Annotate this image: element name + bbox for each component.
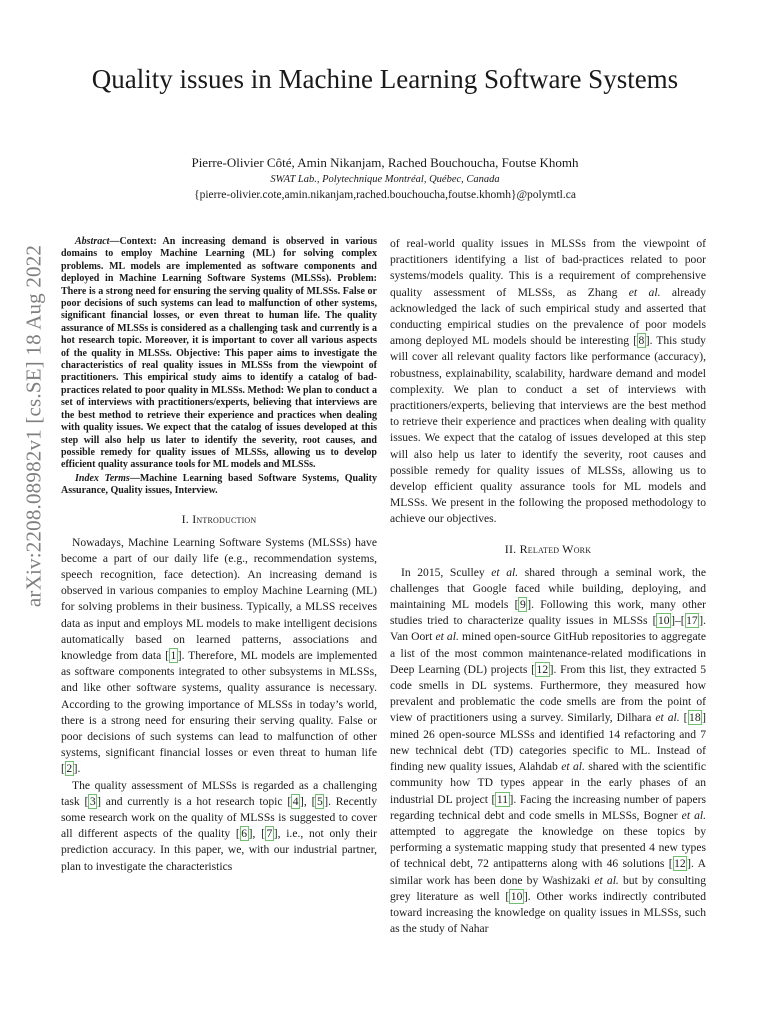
citation-link[interactable]: 9 bbox=[519, 598, 526, 612]
right-column bbox=[390, 236, 706, 937]
author-emails: {pierre-olivier.cote,amin.nikanjam,rached.bouchoucha,foutse.khomh}@polymtl.ca bbox=[194, 189, 576, 201]
citation-link[interactable]: 11 bbox=[496, 792, 509, 806]
abstract bbox=[61, 236, 377, 472]
citation-link[interactable]: 12 bbox=[536, 662, 549, 676]
related-work-paragraph: In 2015, Sculley et al. shared through a seminal work, the challenges that Google faced while building, deploying, and maintaining ML models [ 9 ]. Following this work, many other studies tried to characterize quality issues in MLSSs [ 10 ]–[ 17 ]. Van Oort et al. mined open-source GitHub repositories to aggregate a list of the most common maintenance-related modifications in Deep Learning (DL) projects [ 12 ]. From this list, they extracted 5 code smells in DL systems. Furthermore, they measured how prevalent and problematic the code smells are from the point of view of practitioners using a survey. Similarly, Dilhara et al. [ 18 ] mined 26 open-source MLSSs and identified 14 refactoring and 7 new technical debt (TD) categories specific to ML. Instead of finding new quality issues, Alahdab et al. shared with the scientific community how TD types appear in the early phases of an industrial DL project [ 11 ]. Facing the increasing number of papers regarding technical debt and code smells in MLSSs, Bogner et al. attempted to aggregate the knowledge on these topics by performing a systematic mapping study that presented 4 new types of technical debt, 72 antipatterns along with 46 solutions [ 12 ]. A similar work has been done by Washizaki et al. but by consulting grey literature as well [ 10 ]. Other works indirectly contributed toward increasing the knowledge on quality issues in MLSSs, such as the study of Nahar bbox=[390, 565, 707, 936]
arxiv-stamp: arXiv:2208.08982v1 [cs.SE] 18 Aug 2022 bbox=[21, 244, 46, 608]
abstract-text: —Context: An increasing demand is observed in various domains to employ Machine Learning (ML) for solving complex problems. ML models are implemented as software components and deployed in Machine Learning Software Systems (MLSSs). Problem: There is a strong need for ensuring the serving quality of MLSSs. False or poor decisions of such systems can lead to malfunction of other systems, significant financial losses, or even threat to human life. The quality assurance of MLSSs is considered as a challenging task and currently is a hot research topic. Moreover, it is important to cover all various aspects of the quality in MLSSs. Objective: This paper aims to investigate the characteristics of real quality issues in MLSSs from the viewpoint of practitioners. This empirical study aims to identify a catalog of bad-practices related to poor quality in MLSSs. Method: We plan to conduct a set of interviews with practitioners/experts, believing that interviews are the best method to retrieve their experience and practices when dealing with quality issues. We expect that the catalog of issues developed at this step will also help us later to identify the severity, root causes, and possible remedy for quality issues of MLSSs, allowing us to develop efficient quality assurance tools for ML models and MLSSs. bbox=[61, 236, 377, 471]
left-column bbox=[61, 236, 377, 875]
citation-link[interactable]: 12 bbox=[674, 857, 686, 871]
citation-link[interactable]: 18 bbox=[689, 711, 701, 725]
section-heading-related-work: II. Related Work bbox=[504, 541, 592, 556]
citation-link[interactable]: 4 bbox=[292, 794, 299, 808]
index-terms bbox=[61, 473, 377, 498]
index-terms-label: Index Terms bbox=[75, 472, 130, 484]
paper-title: Quality issues in Machine Learning Software Systems bbox=[91, 64, 679, 94]
index-terms-text: —Machine Learning based Software Systems, Quality Assurance, Quality issues, Interview. bbox=[61, 472, 377, 497]
citation-link[interactable]: 5 bbox=[316, 794, 323, 808]
arxiv-sidebar bbox=[14, 240, 54, 612]
citation-link[interactable]: 7 bbox=[266, 827, 273, 841]
abstract-label: Abstract bbox=[75, 236, 110, 247]
intro-paragraph-2: The quality assessment of MLSSs is regarded as a challenging task [ 3 ] and currently is a hot research topic [ 4 ], [ 5 ]. Recently some research work on the quality of MLSSs is suggested to cover all different aspects of the quality [ 6 ], [ 7 ], i.e., not only their prediction accuracy. In this paper, we, with our industrial partner, plan to investigate the characteristics bbox=[61, 778, 378, 873]
affiliation: SWAT Lab., Polytechnique Montréal, Québec, Canada bbox=[270, 174, 500, 185]
citation-link[interactable]: 1 bbox=[170, 648, 177, 662]
citation-link[interactable]: 3 bbox=[89, 794, 96, 808]
author-list: Pierre-Olivier Côté, Amin Nikanjam, Rached Bouchoucha, Foutse Khomh bbox=[191, 155, 579, 170]
citation-link[interactable]: 10 bbox=[510, 889, 523, 903]
citation-link[interactable]: 10 bbox=[657, 614, 670, 628]
intro-continued-paragraph: of real-world quality issues in MLSSs from the viewpoint of practitioners identifying a list of bad-practices related to poor systems/models quality. This is a requirement of comprehensive quality assessment of MLSSs, as Zhang et al. already acknowledged the lack of such empirical study and asserted that conducting empirical studies on the prevalence of poor models among deployed ML models should be interesting [ 8 ]. This study will cover all relevant quality factors like performance (accuracy), robustness, explainability, scalability, hardware demand and model complexity. We plan to conduct a set of interviews with practitioners/experts, believing that interviews are the best method to retrieve their experience and practices when dealing with quality issues. We expect that the catalog of issues developed at this step will also help us later to identify the severity, root causes and possible remedy for quality issues of MLSSs, allowing us to develop efficient quality assurance tools for ML models and MLSSs. We present in the following the proposed methodology to achieve our objectives. bbox=[390, 237, 707, 526]
citation-link[interactable]: 6 bbox=[241, 827, 248, 841]
citation-link[interactable]: 8 bbox=[638, 334, 645, 348]
citation-link[interactable]: 17 bbox=[686, 614, 698, 628]
section-heading-introduction: I. Introduction bbox=[181, 511, 257, 526]
intro-paragraph-1: Nowadays, Machine Learning Software Systems (MLSSs) have become a part of our daily life (e.g., recommendation systems, speech recognition, face detection). An increasing demand is observed in various companies to employ Machine Learning (ML) for solving problems in their business. Typically, a MLSS receives data as input and employs ML models to make intelligent decisions automatically based on learned patterns, associations and knowledge from data [ 1 ]. Therefore, ML models are implemented as software components integrated to other subsystems in MLSSs, and like other software systems, quality assurance is necessary. According to the growing importance of MLSSs in today’s world, there is a strong need for ensuring their serving quality. False or poor decisions of such systems can lead to malfunction of other systems, significant financial losses or even threat to human life [ 2 ]. bbox=[61, 535, 377, 776]
citation-link[interactable]: 2 bbox=[66, 762, 73, 776]
